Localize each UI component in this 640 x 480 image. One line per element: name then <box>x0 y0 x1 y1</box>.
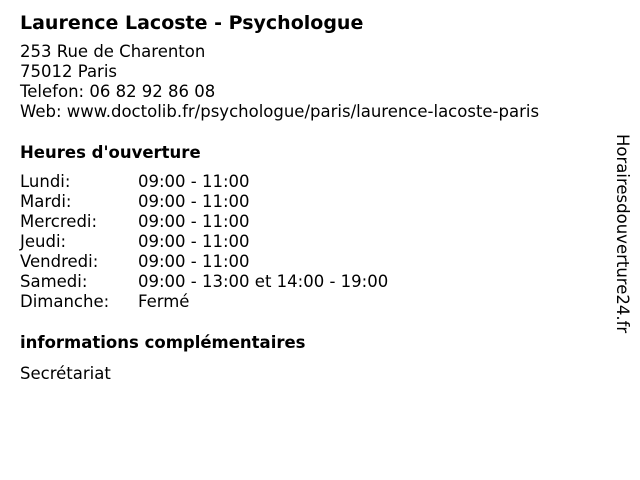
time-value: Fermé <box>138 292 190 311</box>
phone-number: Telefon: 06 82 92 86 08 <box>20 82 216 101</box>
website-link[interactable]: Web: www.doctolib.fr/psychologue/paris/laurence-lacoste-paris <box>20 102 540 121</box>
hours-row-sunday <box>20 292 600 312</box>
day-label: Lundi: <box>20 172 71 191</box>
hours-row-friday <box>20 252 600 272</box>
time-value: 09:00 - 11:00 <box>138 192 250 211</box>
day-label: Vendredi: <box>20 252 99 271</box>
opening-hours-heading: Heures d'ouverture <box>20 143 201 162</box>
hours-row-wednesday <box>20 212 600 232</box>
hours-row-thursday <box>20 232 600 252</box>
address-street: 253 Rue de Charenton <box>20 42 206 61</box>
time-value: 09:00 - 11:00 <box>138 232 250 251</box>
site-watermark: Horairesdouverture24.fr <box>613 134 632 334</box>
time-value: 09:00 - 11:00 <box>138 172 250 191</box>
time-value: 09:00 - 11:00 <box>138 252 250 271</box>
additional-info-heading: informations complémentaires <box>20 333 306 352</box>
business-card <box>20 10 600 384</box>
day-label: Samedi: <box>20 272 88 291</box>
time-value: 09:00 - 13:00 et 14:00 - 19:00 <box>138 272 389 291</box>
time-value: 09:00 - 11:00 <box>138 212 250 231</box>
hours-row-saturday <box>20 272 600 292</box>
hours-row-tuesday <box>20 192 600 212</box>
opening-hours-table <box>20 172 600 312</box>
day-label: Jeudi: <box>20 232 67 251</box>
day-label: Mercredi: <box>20 212 98 231</box>
day-label: Dimanche: <box>20 292 110 311</box>
day-label: Mardi: <box>20 192 72 211</box>
address-city: 75012 Paris <box>20 62 118 81</box>
business-title: Laurence Lacoste - Psychologue <box>20 12 364 34</box>
hours-row-monday <box>20 172 600 192</box>
additional-info-text: Secrétariat <box>20 364 111 383</box>
